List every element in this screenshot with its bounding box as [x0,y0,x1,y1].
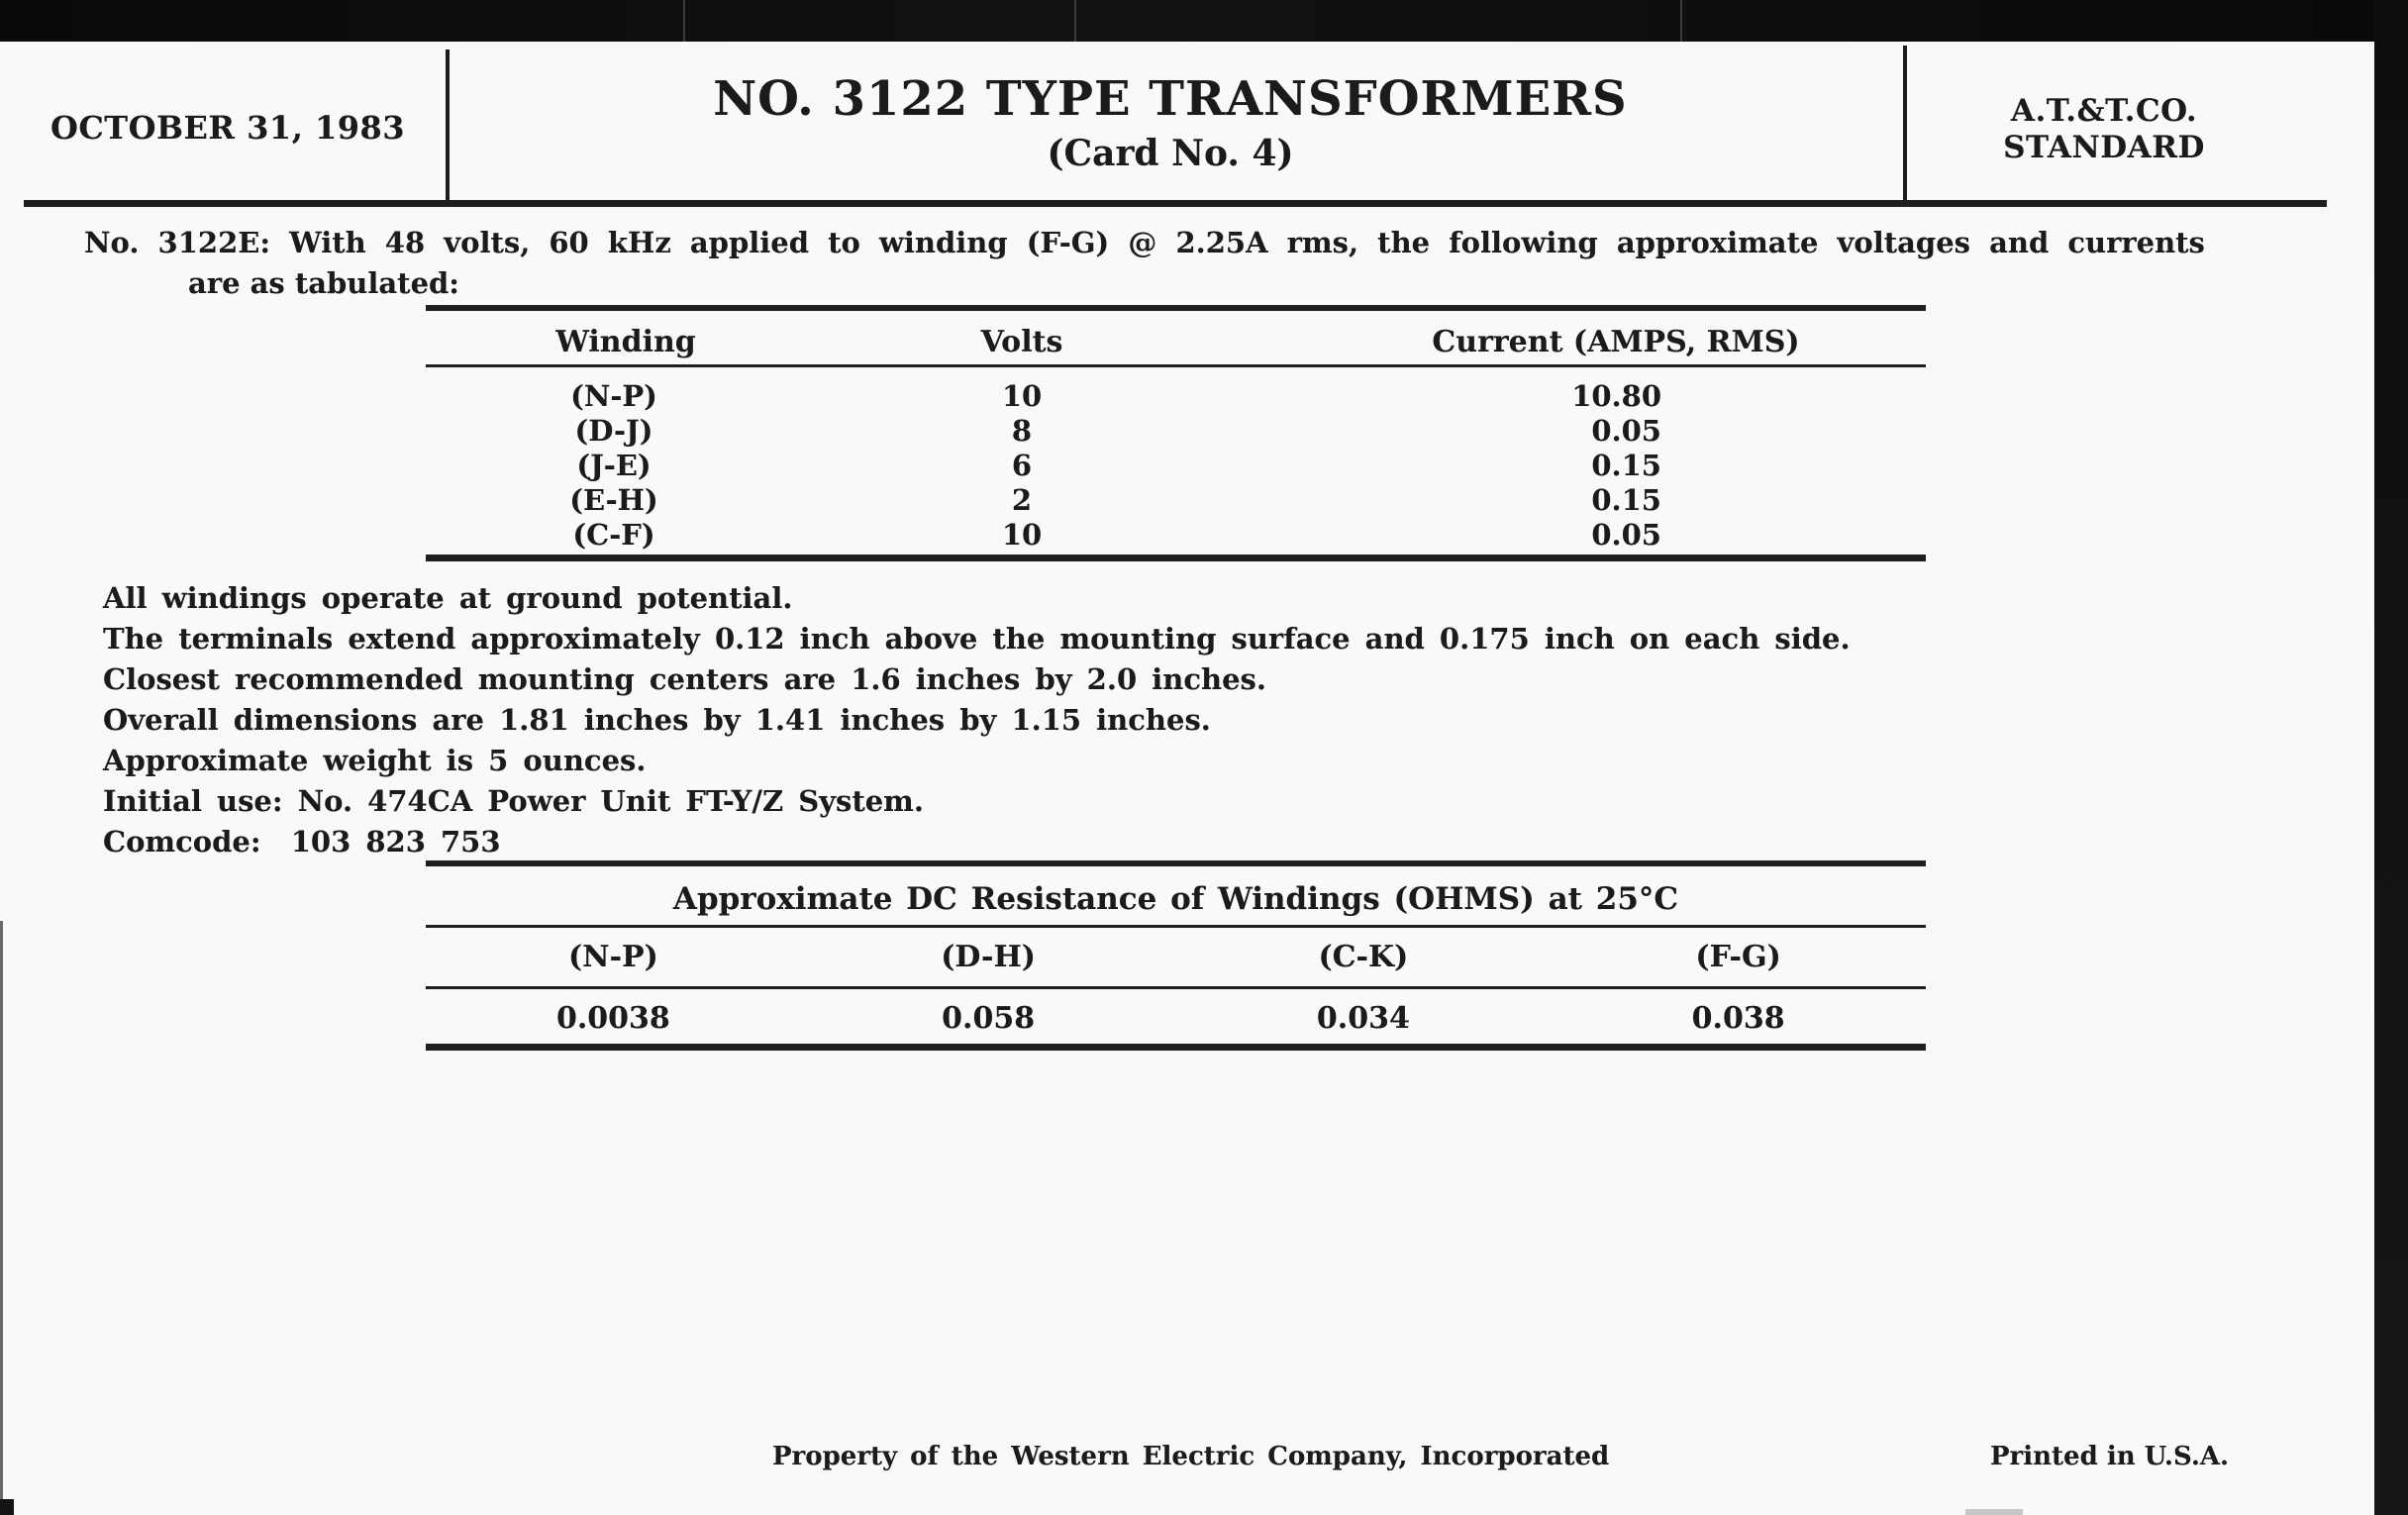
header-rule [24,200,2327,207]
current-cell: 0.15 [1591,483,1661,517]
scan-bottom-left-mark [0,1499,14,1515]
resistance-table-value-row [426,1001,1926,1036]
table-row [0,483,2408,518]
voltage-table-body [0,379,2408,553]
winding-cell: (N-P) [570,379,657,413]
table-row [0,414,2408,449]
intro-line2: are as tabulated: [188,266,460,300]
resistance-value-ck: 0.034 [1316,1001,1410,1036]
voltage-table-header-rule [426,364,1926,367]
scan-right-band [2374,0,2408,1515]
table-row [0,379,2408,414]
voltage-table-col-winding: Winding [555,325,696,359]
volts-cell: 10 [1001,518,1043,552]
resistance-col-fg: (F-G) [1695,940,1781,974]
scan-left-edge-line [0,921,3,1515]
scan-bottom-smudge [1965,1509,2023,1515]
resistance-table-header-rule [426,986,1926,989]
voltage-table-top-rule [426,305,1926,311]
card-date: OCTOBER 31, 1983 [50,109,406,147]
current-cell: 0.15 [1591,449,1661,482]
resistance-table-bottom-rule [426,1044,1926,1051]
resistance-table-title-rule [426,925,1926,928]
winding-cell: (C-F) [572,518,655,552]
note-ground-potential: All windings operate at ground potential. [103,581,793,615]
current-cell: 10.80 [1571,379,1661,413]
note-overall-dimensions: Overall dimensions are 1.81 inches by 1.41 inches by 1.15 inches. [103,703,1211,737]
scan-streak [1074,0,1076,42]
voltage-table-header-row [0,325,2408,364]
resistance-table-header-row [426,940,1926,974]
resistance-value-np: 0.0038 [555,1001,670,1036]
resistance-col-np: (N-P) [567,940,658,974]
voltage-table-col-current: Current (AMPS, RMS) [1432,325,1800,359]
standard-label-line1: A.T.&T.CO. [2010,93,2198,129]
scan-top-band [0,0,2408,42]
scan-streak [683,0,685,42]
note-initial-use: Initial use: No. 474CA Power Unit FT-Y/Z System. [103,784,924,818]
volts-cell: 6 [1011,449,1033,482]
printed-in-usa: Printed in U.S.A. [1990,1442,2230,1471]
standard-label [1926,93,2282,166]
header-divider-right [1903,46,1907,202]
volts-cell: 10 [1001,379,1043,413]
resistance-value-fg: 0.038 [1691,1001,1785,1036]
winding-cell: (E-H) [569,483,658,517]
current-cell: 0.05 [1591,518,1661,552]
note-mounting-centers: Closest recommended mounting centers are 1.6 inches by 2.0 inches. [103,662,1266,696]
winding-cell: (J-E) [576,449,652,482]
winding-cell: (D-J) [574,414,653,448]
note-weight: Approximate weight is 5 ounces. [103,744,647,777]
volts-cell: 8 [1011,414,1033,448]
card-title: NO. 3122 TYPE TRANSFORMERS [713,71,1628,127]
voltage-table-col-volts: Volts [980,325,1063,359]
resistance-table-top-rule [426,860,1926,866]
intro-line1: No. 3122E: With 48 volts, 60 kHz applied to winding (F-G) @ 2.25A rms, the following approximate voltages and currents [84,226,2205,259]
resistance-col-ck: (C-K) [1318,940,1409,974]
scan-streak [1680,0,1682,42]
resistance-value-dh: 0.058 [942,1001,1036,1036]
current-cell: 0.05 [1591,414,1661,448]
volts-cell: 2 [1011,483,1033,517]
standard-label-line2: STANDARD [2003,130,2205,165]
table-row [0,449,2408,483]
property-notice: Property of the Western Electric Company, Incorporated [772,1442,1610,1471]
note-comcode: Comcode: 103 823 753 [103,825,501,858]
notes-block [103,578,2341,862]
card-number: (Card No. 4) [1047,133,1294,174]
table-row [0,518,2408,553]
voltage-table-bottom-rule [426,555,1926,561]
note-terminals: The terminals extend approximately 0.12 inch above the mounting surface and 0.175 inch on each side. [103,622,1851,656]
resistance-table-title: Approximate DC Resistance of Windings (OHMS) at 25°C [672,881,1679,917]
resistance-col-dh: (D-H) [941,940,1036,974]
